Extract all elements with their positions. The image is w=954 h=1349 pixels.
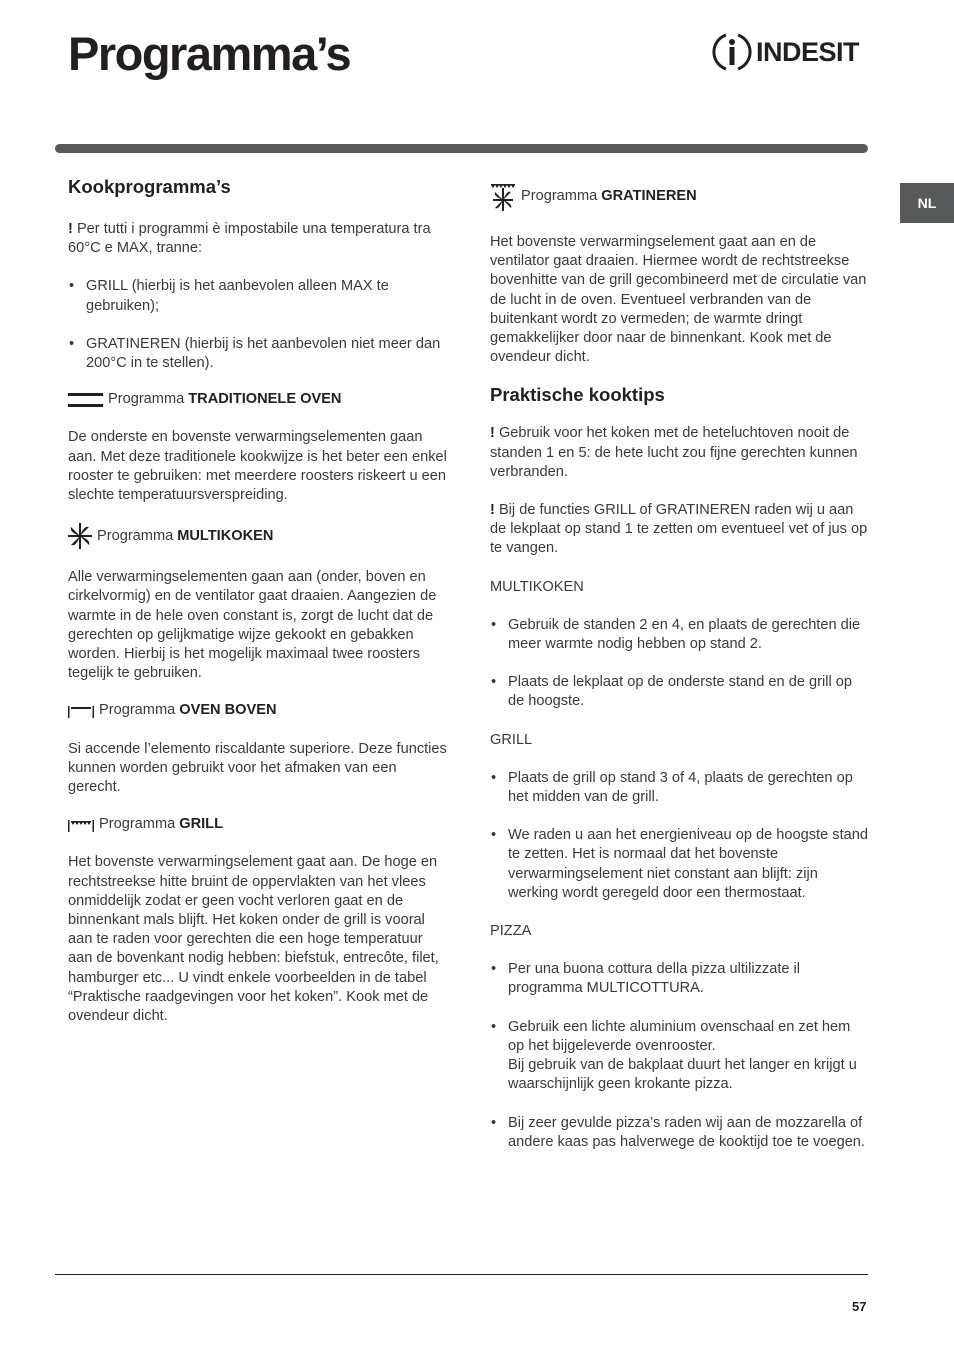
program-description: Het bovenste verwarmingselement gaat aan. De hoge en rechtstreekse hitte bruint de oppervlakten van het vlees onmiddelijk zodat er geen vocht verloren gaat en de binnenkant mals blijft. Het koken onder de grill is vooral aan te raden voor gerechten die een hoge temperatuur aan de bovenkant nodig hebben: biefstuk, entrecôte, filet, hamburger etc... U vindt enkele voorbeelden in de tabel “Praktische raadgevingen voor het koken”. Kook met de ovendeur dicht. xyxy=(68,854,439,1025)
tips-subsection-label: GRILL xyxy=(490,731,533,748)
header-divider xyxy=(55,144,868,153)
program-description: Alle verwarmingselementen gaan aan (onder, boven en cirkelvormig) en de ventilator gaat draaien. Aangezien de warmte in de hele oven constant is, zorgt de lucht dat de gerechten op gelijkmatige wijze gekookt en gebakken worden. Hierbij is het mogelijk maximaal twee roosters tegelijk te gebruiken. xyxy=(68,569,437,682)
tips-list xyxy=(490,769,868,903)
indesit-emblem-icon xyxy=(712,31,752,73)
page-number: 57 xyxy=(852,1299,867,1314)
list-item xyxy=(490,1018,868,1095)
note-text: Per tutti i programmi è impostabile una temperatura tra 60°C e MAX, tranne: xyxy=(68,221,431,257)
footer-divider xyxy=(55,1274,868,1275)
exception-list xyxy=(68,277,448,373)
program-prefix: Programma xyxy=(108,391,185,408)
gratin-icon xyxy=(490,183,516,211)
list-item: • Bij zeer gevulde pizza’s raden wij aan de mozzarella of andere kaas pas halverwege de kooktijd toe te voegen. xyxy=(490,1114,868,1152)
top-heat-icon xyxy=(68,704,94,718)
list-item: • GRILL (hierbij is het aanbevolen alleen MAX te gebruiken); xyxy=(68,277,448,315)
brand-logo xyxy=(712,30,872,74)
note-text: Gebruik voor het koken met de heteluchtoven nooit de standen 1 en 5: de hete lucht zou fijne gerechten kunnen verbranden. xyxy=(490,425,858,480)
tip-note xyxy=(490,501,868,559)
program-prefix: Programma xyxy=(521,188,598,205)
list-item: • Plaats de lekplaat op de onderste stand en de grill op de hoogste. xyxy=(490,673,868,711)
right-column xyxy=(490,183,868,1152)
program-name: GRILL xyxy=(179,816,224,833)
program-heading-gratineren xyxy=(490,183,868,211)
program-name: TRADITIONELE OVEN xyxy=(188,391,342,408)
list-item: • Gebruik de standen 2 en 4, en plaats de gerechten die meer warmte nodig hebben op stand 2. xyxy=(490,616,868,654)
page-title: Programma’s xyxy=(68,27,351,80)
brand-name: INDESIT xyxy=(756,36,860,67)
program-heading-multikoken xyxy=(68,523,448,549)
temperature-note xyxy=(68,220,448,258)
tips-list xyxy=(490,616,868,712)
note-text: Bij de functies GRILL of GRATINEREN raden wij u aan de lekplaat op stand 1 te zetten om eventueel vet of jus op te vangen. xyxy=(490,502,868,557)
note-mark: ! xyxy=(490,502,495,519)
note-mark: ! xyxy=(490,425,495,442)
program-name: OVEN BOVEN xyxy=(179,702,277,719)
program-prefix: Programma xyxy=(97,527,174,544)
program-prefix: Programma xyxy=(99,816,176,833)
language-tab: NL xyxy=(900,183,954,223)
tip-note xyxy=(490,424,868,482)
list-item: • Per una buona cottura della pizza ultilizzate il programma MULTICOTTURA. xyxy=(490,960,868,998)
program-heading-traditional xyxy=(68,390,448,409)
list-item-extra: Bij gebruik van de bakplaat duurt het langer en krijgt u waarschijnlijk geen krokante pizza. xyxy=(508,1057,857,1093)
traditional-oven-icon xyxy=(68,391,103,409)
list-item: • GRATINEREN (hierbij is het aanbevolen niet meer dan 200°C in te stellen). xyxy=(68,335,448,373)
list-item-text: Gebruik een lichte aluminium ovenschaal en zet hem op het bijgeleverde ovenrooster. xyxy=(508,1018,851,1054)
program-description: De onderste en bovenste verwarmingselementen gaan aan. Met deze traditionele kookwijze is het beter een enkel rooster te gebruiken: met meerdere roosters riskeert u een slechte temperatuursverspreiding. xyxy=(68,429,447,504)
tips-subsection-label: PIZZA xyxy=(490,923,532,940)
fan-icon xyxy=(68,523,92,549)
program-description: Si accende l’elemento riscaldante superiore. Deze functies kunnen worden gebruikt voor het afmaken van een gerecht. xyxy=(68,740,447,796)
program-name: MULTIKOKEN xyxy=(177,527,274,544)
list-item: • We raden u aan het energieniveau op de hoogste stand te zetten. Het is normaal dat het bovenste verwarmingselement niet constant aan blijft: zijn werking wordt geregeld door een thermostaat. xyxy=(490,826,868,903)
left-column xyxy=(68,175,448,1026)
program-description: Het bovenste verwarmingselement gaat aan en de ventilator gaat draaien. Hiermee wordt de rechtstreekse bovenhitte van de grill gecombineerd met de circulatie van de lucht in de oven. Eventueel verbranden van de buitenkant wordt zo vermeden; de warmte dringt gemakkelijker door naar de binnenkant. Kook met de ovendeur dicht. xyxy=(490,234,867,366)
program-heading-grill xyxy=(68,815,448,834)
program-prefix: Programma xyxy=(99,702,176,719)
section-heading-cooking-programs: Kookprogramma’s xyxy=(68,176,231,197)
list-item: • Plaats de grill op stand 3 of 4, plaats de gerechten op het midden van de grill. xyxy=(490,769,868,807)
note-mark: ! xyxy=(68,221,73,237)
section-heading-cooking-tips: Praktische kooktips xyxy=(490,384,665,406)
program-heading-oven-boven xyxy=(68,701,448,720)
grill-icon xyxy=(68,818,94,832)
program-name: GRATINEREN xyxy=(601,188,697,205)
tips-list xyxy=(490,960,868,1152)
tips-subsection-label: MULTIKOKEN xyxy=(490,578,584,595)
